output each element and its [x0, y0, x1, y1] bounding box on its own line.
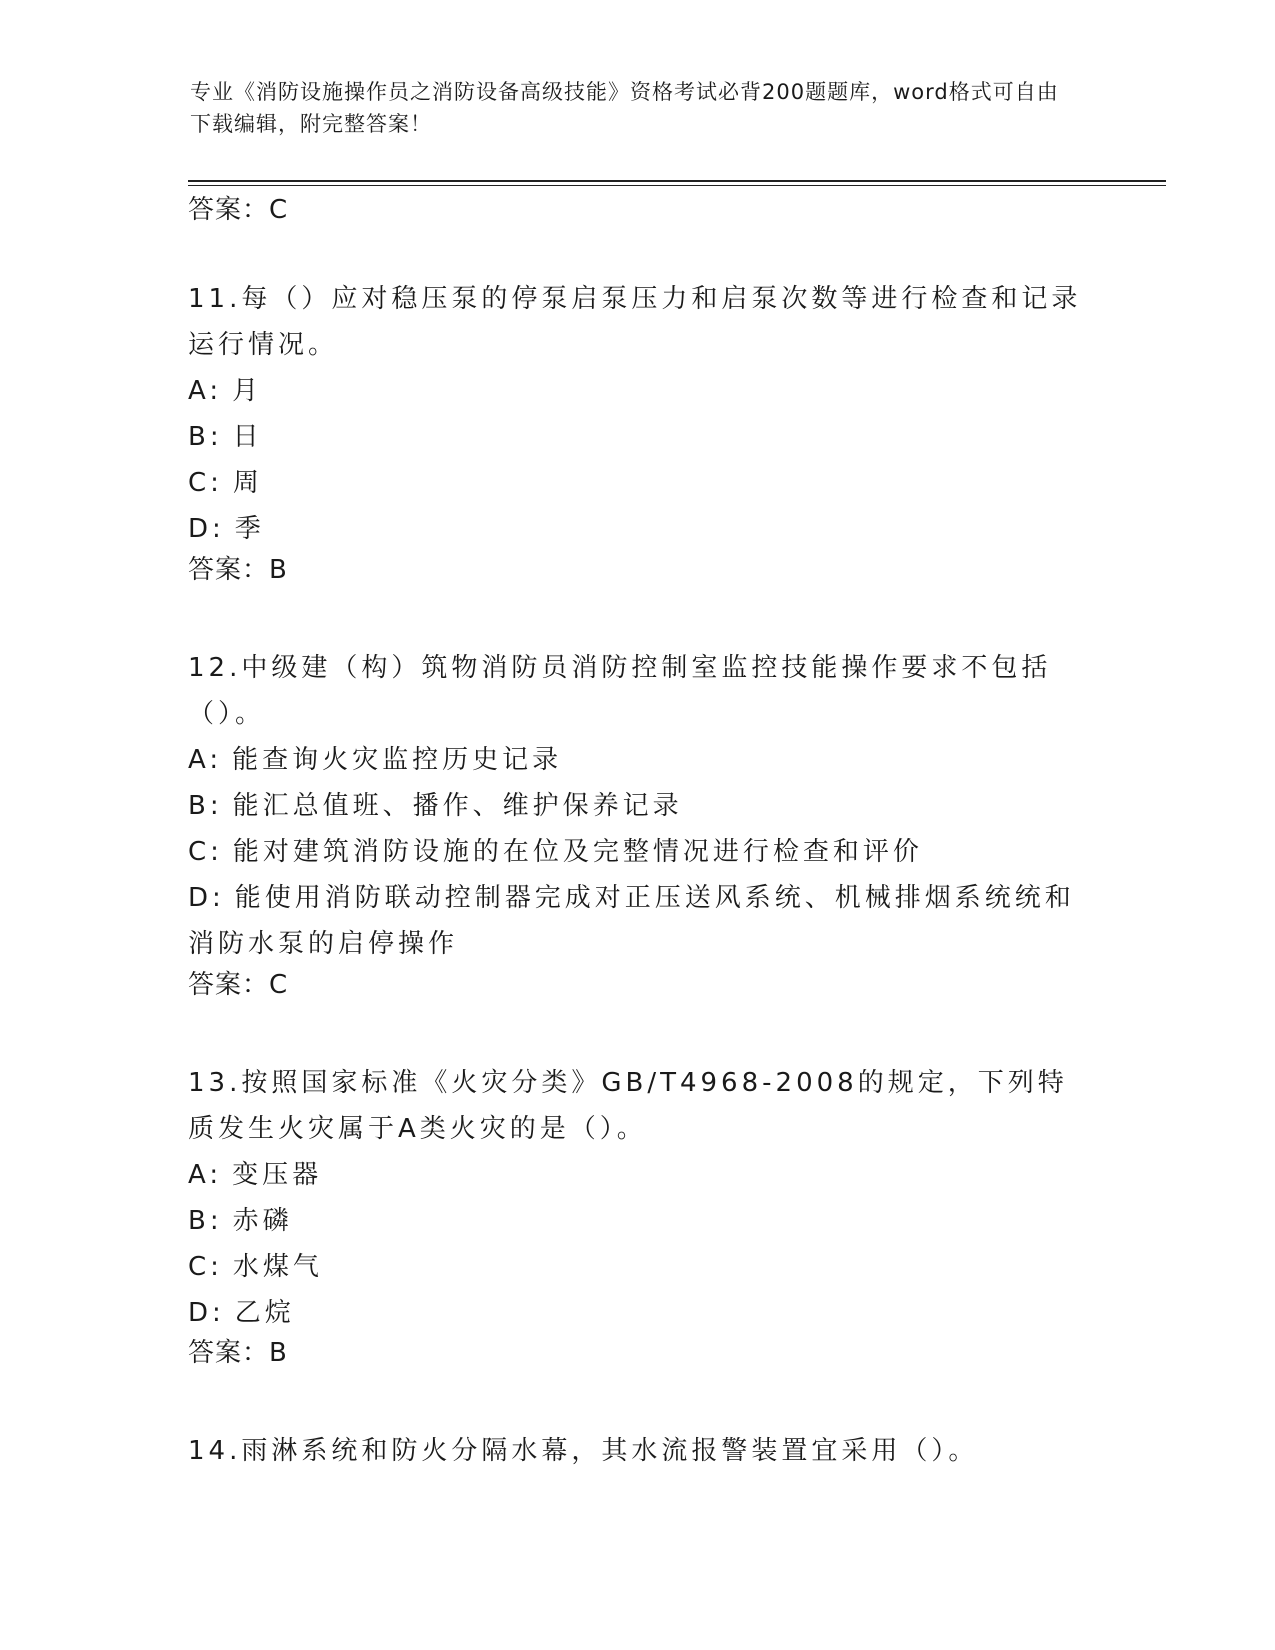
option-c [188, 460, 1088, 506]
option-text: 乙烷 [234, 1298, 295, 1328]
question-text: 13.按照国家标准《火灾分类》GB/T4968-2008的规定，下列特质发生火灾属于A类火灾的是（）。 [188, 1068, 1068, 1144]
answer-q10: 答案：C [188, 195, 289, 225]
option-key: A: [188, 745, 223, 775]
question-text: 14.雨淋系统和防火分隔水幕，其水流报警装置宜采用（）。 [188, 1436, 979, 1466]
option-key: C: [188, 1252, 223, 1282]
option-text: 能对建筑消防设施的在位及完整情况进行检查和评价 [232, 837, 923, 867]
option-c [188, 1244, 1088, 1290]
option-key: A: [188, 1160, 223, 1190]
option-key: A: [188, 376, 223, 406]
option-key: B: [188, 791, 223, 821]
option-key: D: [188, 883, 225, 913]
option-text: 水煤气 [232, 1252, 323, 1282]
option-key: C: [188, 837, 223, 867]
option-key: B: [188, 1206, 223, 1236]
question-text: 12.中级建（构）筑物消防员消防控制室监控技能操作要求不包括（）。 [188, 653, 1052, 729]
question-text: 11.每（）应对稳压泵的停泵启泵压力和启泵次数等进行检查和记录运行情况。 [188, 284, 1082, 360]
option-a [188, 368, 1088, 414]
option-key: C: [188, 468, 223, 498]
option-b [188, 414, 1088, 460]
option-a [188, 1152, 1088, 1198]
option-text: 周 [232, 468, 263, 498]
question-12 [188, 645, 1088, 967]
option-d [188, 1290, 1088, 1336]
question-14 [188, 1428, 1088, 1474]
header-divider-thin [188, 185, 1166, 186]
option-text: 日 [232, 422, 263, 452]
option-b [188, 783, 1088, 829]
header-divider [188, 180, 1166, 182]
option-text: 赤磷 [232, 1206, 293, 1236]
option-text: 能查询火灾监控历史记录 [232, 745, 563, 775]
option-key: D: [188, 514, 225, 544]
answer-q13: 答案：B [188, 1338, 288, 1368]
option-text: 能使用消防联动控制器完成对正压送风系统、机械排烟系统统和消防水泵的启停操作 [188, 883, 1075, 959]
option-key: B: [188, 422, 223, 452]
answer-q12: 答案：C [188, 970, 289, 1000]
document-header: 专业《消防设施操作员之消防设备高级技能》资格考试必背200题题库，word格式可自由下载编辑，附完整答案！ [190, 80, 1059, 136]
question-11 [188, 276, 1088, 552]
answer-q11: 答案：B [188, 555, 288, 585]
option-text: 季 [234, 514, 265, 544]
option-key: D: [188, 1298, 225, 1328]
question-13 [188, 1060, 1088, 1336]
option-text: 变压器 [232, 1160, 323, 1190]
option-d [188, 875, 1088, 967]
option-c [188, 829, 1088, 875]
option-a [188, 737, 1088, 783]
option-d [188, 506, 1088, 552]
option-text: 能汇总值班、播作、维护保养记录 [232, 791, 683, 821]
option-b [188, 1198, 1088, 1244]
option-text: 月 [232, 376, 263, 406]
